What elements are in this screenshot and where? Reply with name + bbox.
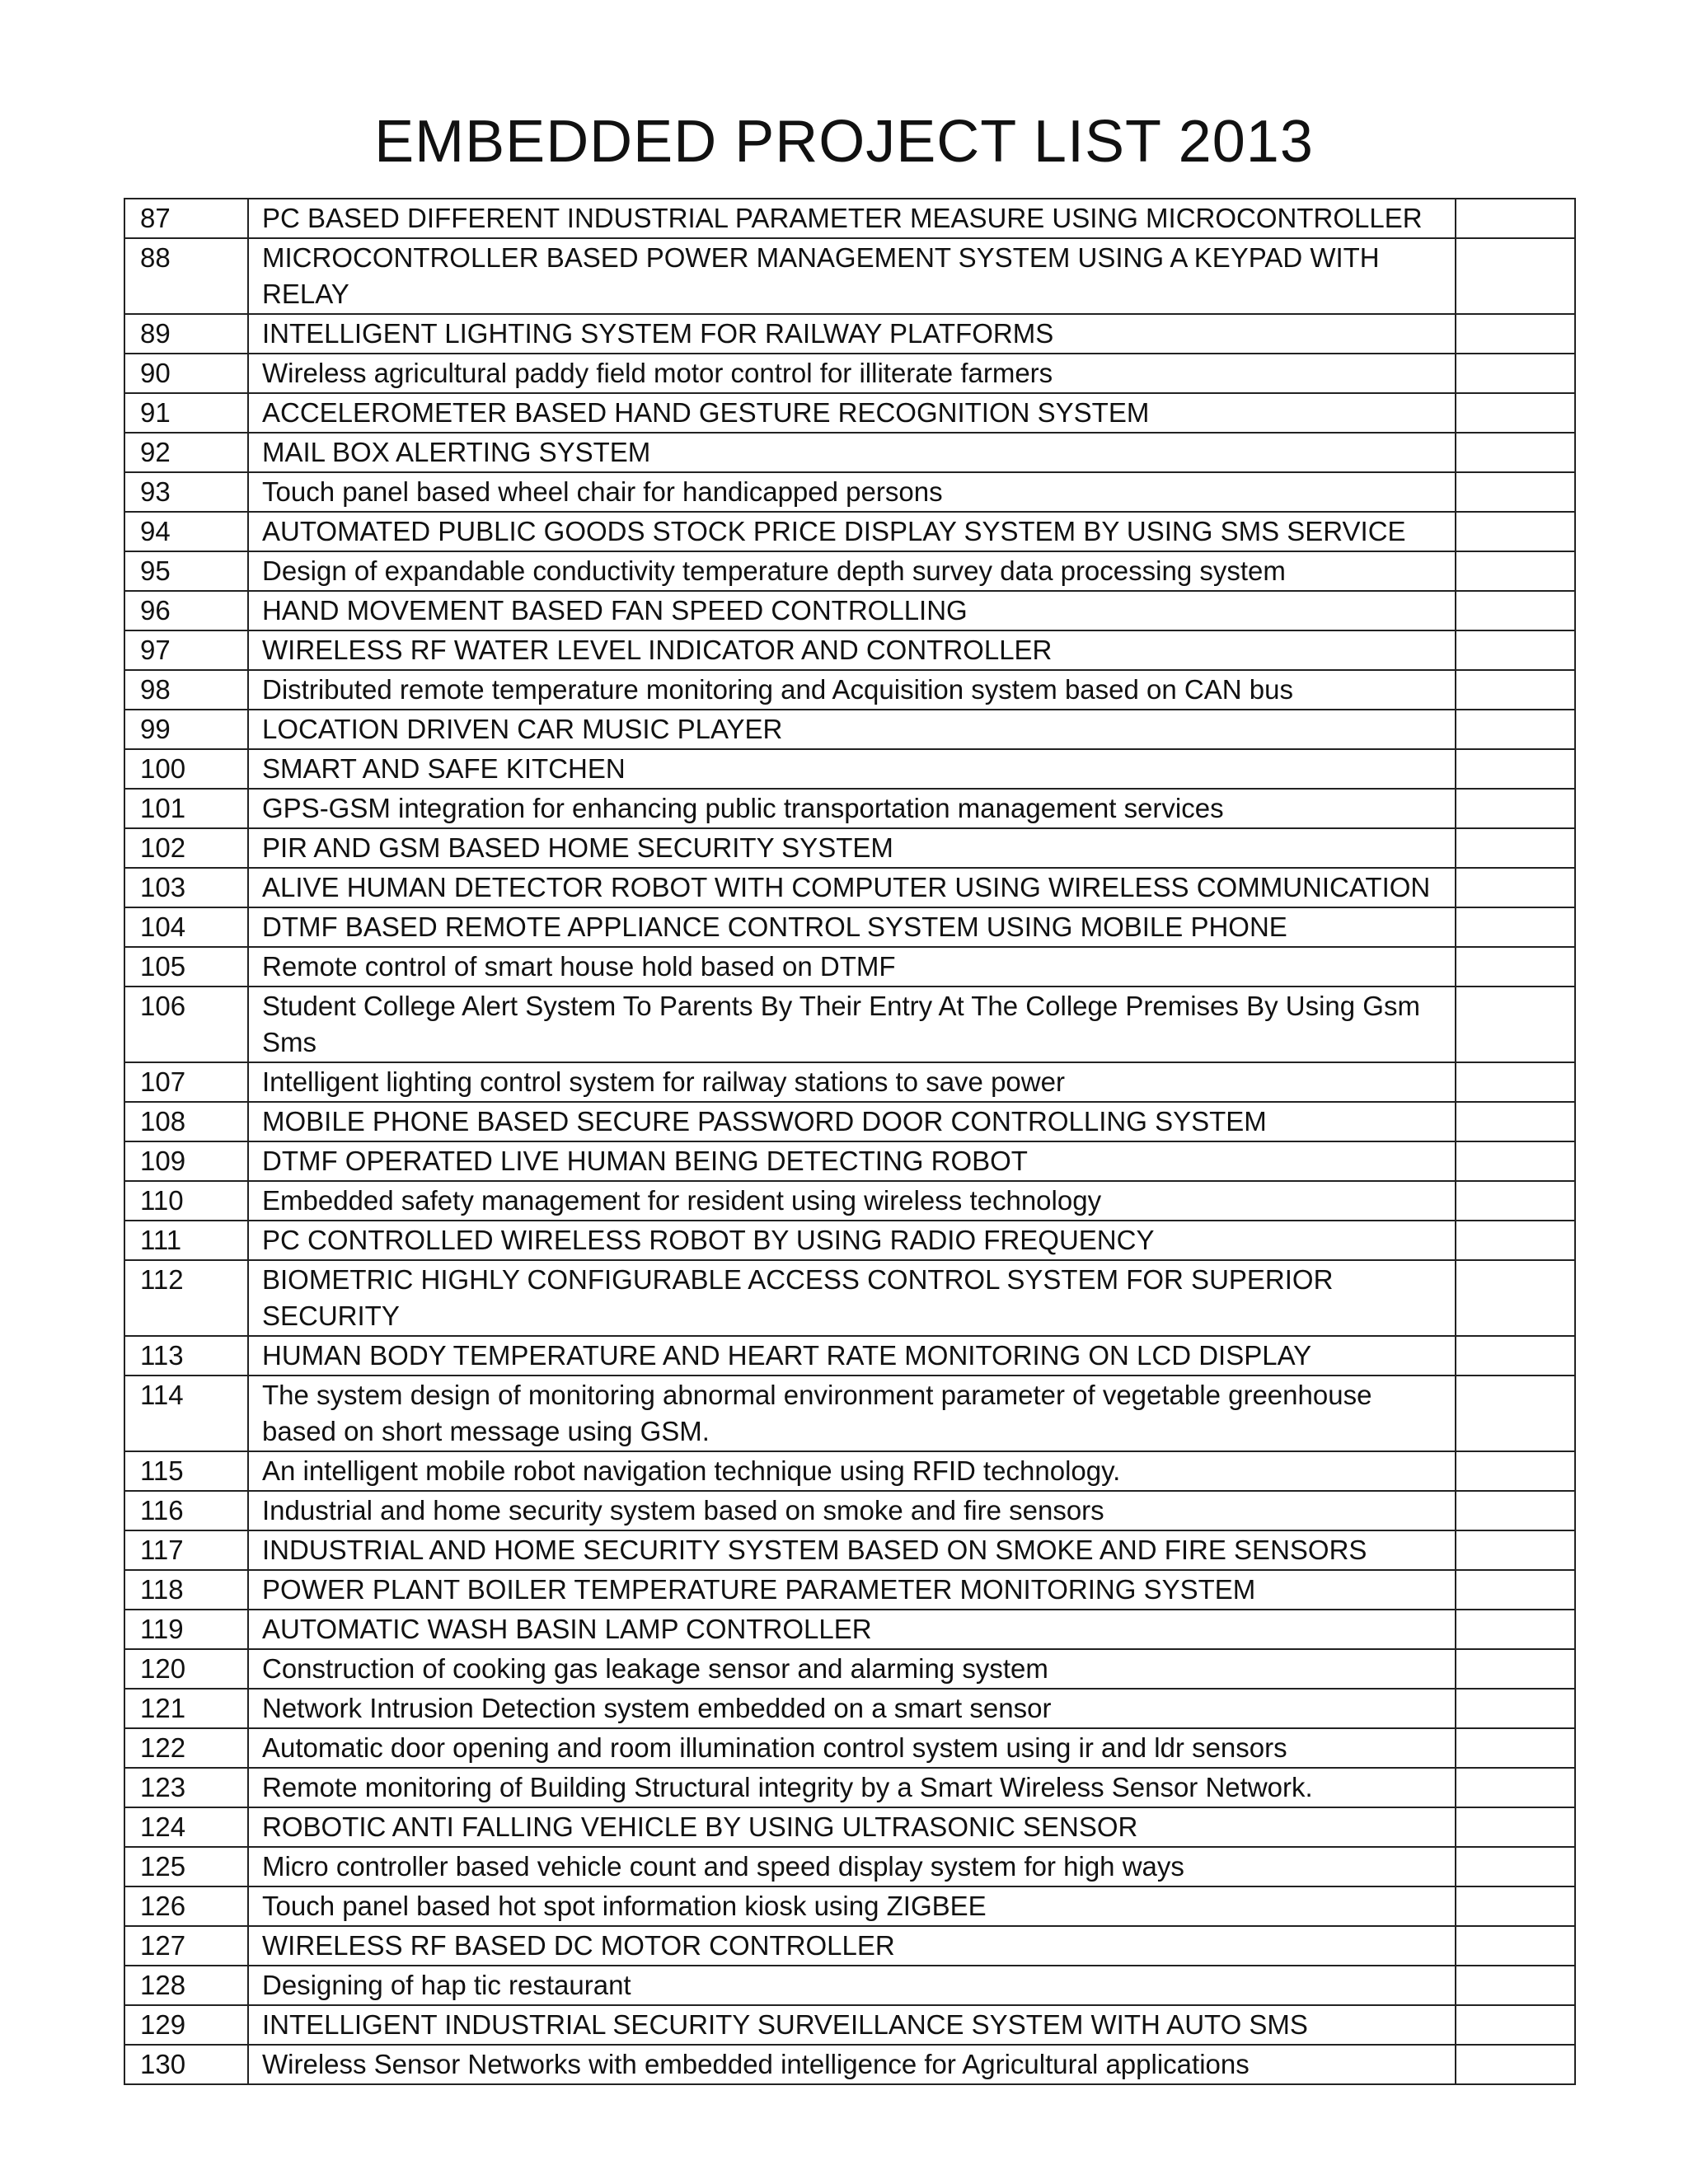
project-title: HUMAN BODY TEMPERATURE AND HEART RATE MONITORING ON LCD DISPLAY	[248, 1336, 1456, 1376]
table-row	[124, 1570, 1575, 1610]
project-number: 98	[124, 670, 248, 710]
project-number: 103	[124, 868, 248, 907]
project-title: AUTOMATIC WASH BASIN LAMP CONTROLLER	[248, 1610, 1456, 1649]
project-title: Designing of hap tic restaurant	[248, 1966, 1456, 2005]
empty-cell	[1456, 2045, 1575, 2084]
project-number: 111	[124, 1221, 248, 1260]
empty-cell	[1456, 828, 1575, 868]
empty-cell	[1456, 1221, 1575, 1260]
project-number: 91	[124, 393, 248, 433]
project-number: 130	[124, 2045, 248, 2084]
table-row	[124, 1260, 1575, 1336]
table-row	[124, 2005, 1575, 2045]
project-title: AUTOMATED PUBLIC GOODS STOCK PRICE DISPLAY SYSTEM BY USING SMS SERVICE	[248, 512, 1456, 551]
project-number: 110	[124, 1181, 248, 1221]
table-row	[124, 1728, 1575, 1768]
project-title: ROBOTIC ANTI FALLING VEHICLE BY USING ULTRASONIC SENSOR	[248, 1807, 1456, 1847]
project-number: 97	[124, 630, 248, 670]
empty-cell	[1456, 393, 1575, 433]
empty-cell	[1456, 1689, 1575, 1728]
table-row	[124, 749, 1575, 789]
project-number: 102	[124, 828, 248, 868]
project-title: Remote control of smart house hold based on DTMF	[248, 947, 1456, 987]
project-number: 87	[124, 199, 248, 238]
table-row	[124, 2045, 1575, 2084]
project-title: INTELLIGENT LIGHTING SYSTEM FOR RAILWAY PLATFORMS	[248, 314, 1456, 354]
empty-cell	[1456, 789, 1575, 828]
project-number: 107	[124, 1062, 248, 1102]
project-title: Distributed remote temperature monitoring and Acquisition system based on CAN bus	[248, 670, 1456, 710]
project-title: Network Intrusion Detection system embedded on a smart sensor	[248, 1689, 1456, 1728]
project-title: Remote monitoring of Building Structural integrity by a Smart Wireless Sensor Network.	[248, 1768, 1456, 1807]
project-number: 120	[124, 1649, 248, 1689]
table-row	[124, 1336, 1575, 1376]
empty-cell	[1456, 670, 1575, 710]
empty-cell	[1456, 512, 1575, 551]
empty-cell	[1456, 630, 1575, 670]
empty-cell	[1456, 551, 1575, 591]
project-title: Construction of cooking gas leakage sensor and alarming system	[248, 1649, 1456, 1689]
empty-cell	[1456, 472, 1575, 512]
project-title: MAIL BOX ALERTING SYSTEM	[248, 433, 1456, 472]
table-row	[124, 1768, 1575, 1807]
empty-cell	[1456, 1376, 1575, 1451]
project-title: HAND MOVEMENT BASED FAN SPEED CONTROLLING	[248, 591, 1456, 630]
table-row	[124, 393, 1575, 433]
table-row	[124, 1102, 1575, 1141]
table-row	[124, 1141, 1575, 1181]
table-row	[124, 670, 1575, 710]
project-rows	[124, 199, 1575, 2084]
project-number: 117	[124, 1530, 248, 1570]
project-title: PIR AND GSM BASED HOME SECURITY SYSTEM	[248, 828, 1456, 868]
table-row	[124, 1610, 1575, 1649]
table-row	[124, 868, 1575, 907]
empty-cell	[1456, 2005, 1575, 2045]
project-title: Automatic door opening and room illumination control system using ir and ldr sensors	[248, 1728, 1456, 1768]
table-row	[124, 238, 1575, 314]
table-row	[124, 1886, 1575, 1926]
project-title: Touch panel based wheel chair for handicapped persons	[248, 472, 1456, 512]
project-title: PC BASED DIFFERENT INDUSTRIAL PARAMETER MEASURE USING MICROCONTROLLER	[248, 199, 1456, 238]
project-number: 104	[124, 907, 248, 947]
project-number: 93	[124, 472, 248, 512]
project-title: The system design of monitoring abnormal environment parameter of vegetable greenhouse based on short message using GSM.	[248, 1376, 1456, 1451]
table-row	[124, 199, 1575, 238]
project-number: 129	[124, 2005, 248, 2045]
project-title: MOBILE PHONE BASED SECURE PASSWORD DOOR CONTROLLING SYSTEM	[248, 1102, 1456, 1141]
project-number: 95	[124, 551, 248, 591]
project-title: BIOMETRIC HIGHLY CONFIGURABLE ACCESS CONTROL SYSTEM FOR SUPERIOR SECURITY	[248, 1260, 1456, 1336]
project-title: Embedded safety management for resident using wireless technology	[248, 1181, 1456, 1221]
table-row	[124, 591, 1575, 630]
empty-cell	[1456, 1807, 1575, 1847]
project-number: 126	[124, 1886, 248, 1926]
project-number: 114	[124, 1376, 248, 1451]
table-row	[124, 630, 1575, 670]
empty-cell	[1456, 868, 1575, 907]
empty-cell	[1456, 947, 1575, 987]
project-number: 90	[124, 354, 248, 393]
table-row	[124, 1847, 1575, 1886]
empty-cell	[1456, 1610, 1575, 1649]
project-title: Intelligent lighting control system for railway stations to save power	[248, 1062, 1456, 1102]
project-number: 89	[124, 314, 248, 354]
table-row	[124, 1221, 1575, 1260]
empty-cell	[1456, 1768, 1575, 1807]
project-number: 99	[124, 710, 248, 749]
project-number: 125	[124, 1847, 248, 1886]
project-number: 96	[124, 591, 248, 630]
project-number: 105	[124, 947, 248, 987]
project-title: Industrial and home security system based on smoke and fire sensors	[248, 1491, 1456, 1530]
project-title: PC CONTROLLED WIRELESS ROBOT BY USING RADIO FREQUENCY	[248, 1221, 1456, 1260]
project-title: MICROCONTROLLER BASED POWER MANAGEMENT SYSTEM USING A KEYPAD WITH RELAY	[248, 238, 1456, 314]
empty-cell	[1456, 354, 1575, 393]
project-title: WIRELESS RF BASED DC MOTOR CONTROLLER	[248, 1926, 1456, 1966]
empty-cell	[1456, 1491, 1575, 1530]
table-row	[124, 907, 1575, 947]
empty-cell	[1456, 1181, 1575, 1221]
project-title: Wireless Sensor Networks with embedded intelligence for Agricultural applications	[248, 2045, 1456, 2084]
empty-cell	[1456, 314, 1575, 354]
table-row	[124, 512, 1575, 551]
project-number: 121	[124, 1689, 248, 1728]
empty-cell	[1456, 1570, 1575, 1610]
empty-cell	[1456, 1728, 1575, 1768]
project-title: LOCATION DRIVEN CAR MUSIC PLAYER	[248, 710, 1456, 749]
table-row	[124, 1062, 1575, 1102]
empty-cell	[1456, 749, 1575, 789]
empty-cell	[1456, 1141, 1575, 1181]
project-number: 113	[124, 1336, 248, 1376]
project-title: Design of expandable conductivity temperature depth survey data processing system	[248, 551, 1456, 591]
project-number: 119	[124, 1610, 248, 1649]
project-title: DTMF OPERATED LIVE HUMAN BEING DETECTING ROBOT	[248, 1141, 1456, 1181]
project-title: POWER PLANT BOILER TEMPERATURE PARAMETER MONITORING SYSTEM	[248, 1570, 1456, 1610]
empty-cell	[1456, 1260, 1575, 1336]
empty-cell	[1456, 1530, 1575, 1570]
table-row	[124, 433, 1575, 472]
empty-cell	[1456, 1966, 1575, 2005]
empty-cell	[1456, 1102, 1575, 1141]
project-title: ALIVE HUMAN DETECTOR ROBOT WITH COMPUTER USING WIRELESS COMMUNICATION	[248, 868, 1456, 907]
empty-cell	[1456, 1847, 1575, 1886]
table-row	[124, 710, 1575, 749]
table-row	[124, 789, 1575, 828]
project-number: 124	[124, 1807, 248, 1847]
project-title: Touch panel based hot spot information kiosk using ZIGBEE	[248, 1886, 1456, 1926]
table-row	[124, 1491, 1575, 1530]
empty-cell	[1456, 433, 1575, 472]
project-number: 128	[124, 1966, 248, 2005]
project-number: 116	[124, 1491, 248, 1530]
empty-cell	[1456, 1062, 1575, 1102]
empty-cell	[1456, 1649, 1575, 1689]
table-row	[124, 1181, 1575, 1221]
project-title: Micro controller based vehicle count and speed display system for high ways	[248, 1847, 1456, 1886]
page-title: EMBEDDED PROJECT LIST 2013	[374, 109, 1314, 175]
empty-cell	[1456, 199, 1575, 238]
project-title: DTMF BASED REMOTE APPLIANCE CONTROL SYSTEM USING MOBILE PHONE	[248, 907, 1456, 947]
project-number: 108	[124, 1102, 248, 1141]
project-number: 101	[124, 789, 248, 828]
table-row	[124, 551, 1575, 591]
project-number: 123	[124, 1768, 248, 1807]
project-title: An intelligent mobile robot navigation technique using RFID technology.	[248, 1451, 1456, 1491]
table-row	[124, 1451, 1575, 1491]
empty-cell	[1456, 591, 1575, 630]
table-row	[124, 472, 1575, 512]
project-title: WIRELESS RF WATER LEVEL INDICATOR AND CONTROLLER	[248, 630, 1456, 670]
project-number: 112	[124, 1260, 248, 1336]
empty-cell	[1456, 987, 1575, 1062]
table-row	[124, 1966, 1575, 2005]
project-number: 109	[124, 1141, 248, 1181]
project-table	[124, 198, 1576, 2085]
project-number: 106	[124, 987, 248, 1062]
project-number: 92	[124, 433, 248, 472]
empty-cell	[1456, 1336, 1575, 1376]
table-row	[124, 1926, 1575, 1966]
project-number: 122	[124, 1728, 248, 1768]
empty-cell	[1456, 1926, 1575, 1966]
project-number: 88	[124, 238, 248, 314]
table-row	[124, 354, 1575, 393]
project-title: GPS-GSM integration for enhancing public transportation management services	[248, 789, 1456, 828]
empty-cell	[1456, 1451, 1575, 1491]
project-title: SMART AND SAFE KITCHEN	[248, 749, 1456, 789]
project-title: Student College Alert System To Parents By Their Entry At The College Premises By Using Gsm Sms	[248, 987, 1456, 1062]
project-number: 127	[124, 1926, 248, 1966]
table-row	[124, 947, 1575, 987]
table-row	[124, 987, 1575, 1062]
project-number: 118	[124, 1570, 248, 1610]
empty-cell	[1456, 1886, 1575, 1926]
table-row	[124, 1689, 1575, 1728]
table-row	[124, 1649, 1575, 1689]
table-row	[124, 1530, 1575, 1570]
project-number: 115	[124, 1451, 248, 1491]
project-title: Wireless agricultural paddy field motor control for illiterate farmers	[248, 354, 1456, 393]
table-row	[124, 314, 1575, 354]
project-number: 100	[124, 749, 248, 789]
empty-cell	[1456, 238, 1575, 314]
empty-cell	[1456, 710, 1575, 749]
empty-cell	[1456, 907, 1575, 947]
table-row	[124, 1376, 1575, 1451]
table-row	[124, 1807, 1575, 1847]
project-number: 94	[124, 512, 248, 551]
project-title: INTELLIGENT INDUSTRIAL SECURITY SURVEILLANCE SYSTEM WITH AUTO SMS	[248, 2005, 1456, 2045]
table-row	[124, 828, 1575, 868]
project-title: ACCELEROMETER BASED HAND GESTURE RECOGNITION SYSTEM	[248, 393, 1456, 433]
project-title: INDUSTRIAL AND HOME SECURITY SYSTEM BASED ON SMOKE AND FIRE SENSORS	[248, 1530, 1456, 1570]
